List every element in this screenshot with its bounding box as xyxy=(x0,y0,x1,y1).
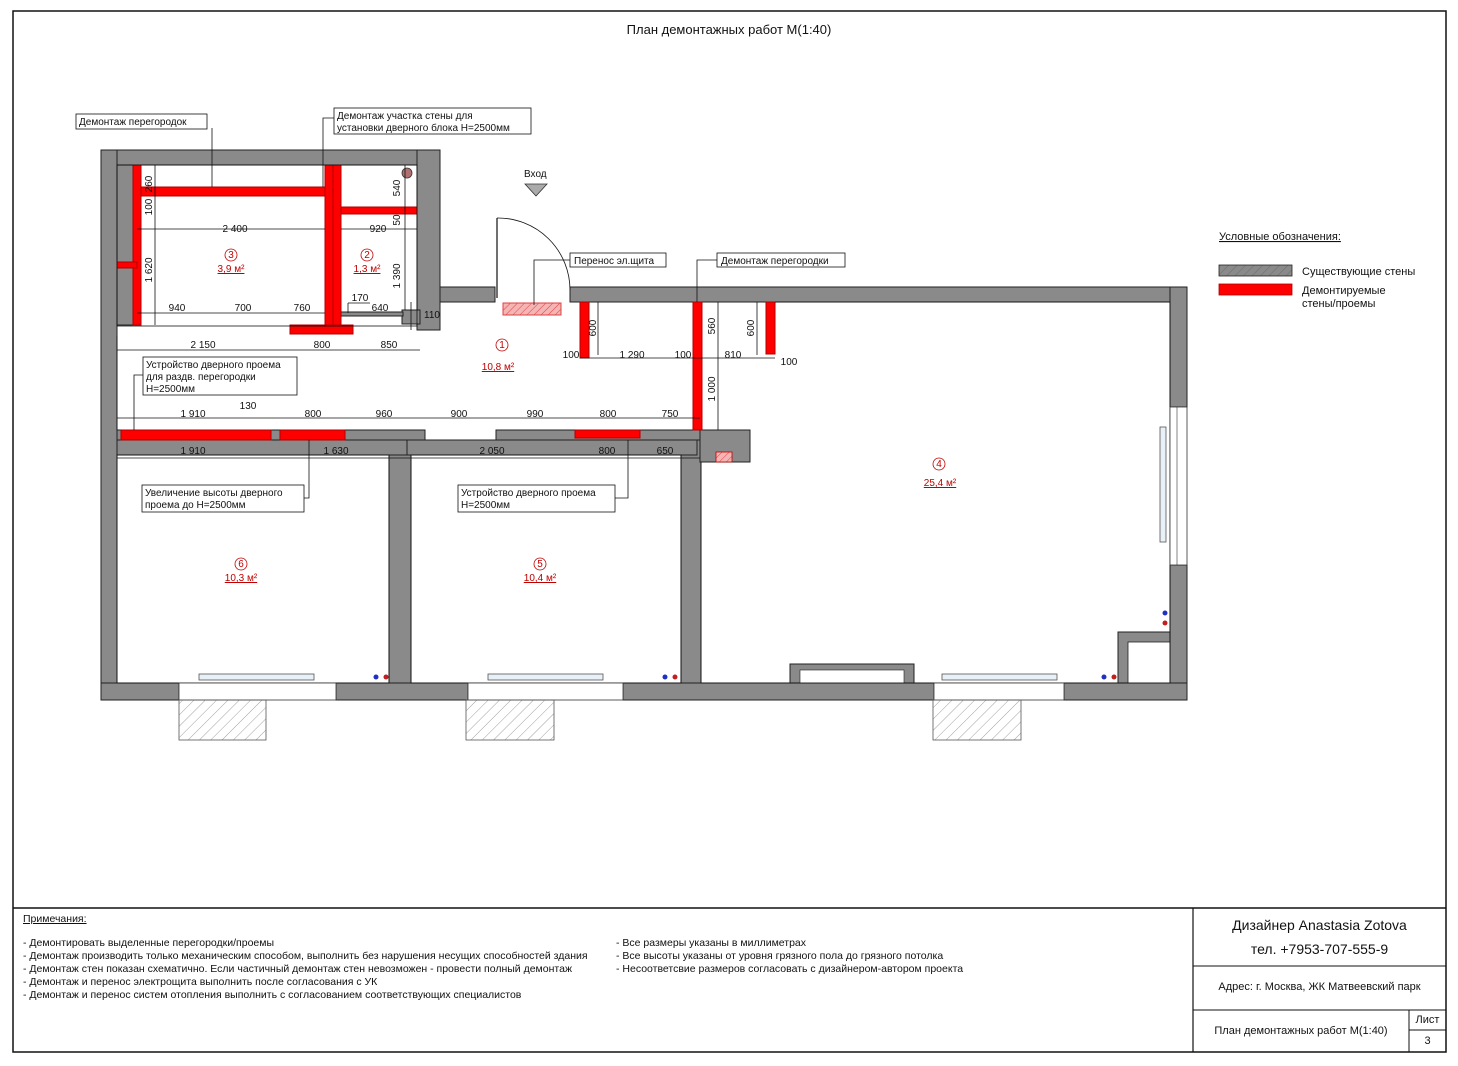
svg-text:5: 5 xyxy=(537,559,543,570)
svg-text:1: 1 xyxy=(499,340,505,351)
callout-door-opening-5-line1: Устройство дверного проема xyxy=(461,488,596,499)
room-tag-2 xyxy=(354,249,382,275)
entrance-label: Вход xyxy=(524,169,547,180)
dim-810: 810 xyxy=(724,350,742,361)
dim-100-c: 100 xyxy=(674,350,692,361)
dim-760: 760 xyxy=(293,303,311,314)
note-item: - Демонтаж и перенос электрощита выполнить после согласования с УК xyxy=(23,976,378,988)
dim-260: 260 xyxy=(144,175,155,193)
dim-650: 650 xyxy=(656,446,674,457)
dim-800-b: 800 xyxy=(304,409,322,420)
entrance-arrow-icon xyxy=(525,184,547,196)
dim-640: 640 xyxy=(371,303,389,314)
dim-130: 130 xyxy=(239,401,257,412)
callout-door-opening-bath-line3: Н=2500мм xyxy=(146,384,196,395)
room-tag-4 xyxy=(924,458,957,489)
note-item: - Демонтаж стен показан схематично. Если частичный демонтаж стен невозможен - провести полный демонтаж xyxy=(23,963,572,975)
callout-door-height-line1: Увеличение высоты дверного xyxy=(145,488,283,499)
dim-1620: 1 620 xyxy=(144,257,155,283)
svg-text:4: 4 xyxy=(936,459,942,470)
legend-demolished-line1: Демонтируемые xyxy=(1302,285,1386,297)
room-area-5: 10,4 м² xyxy=(523,573,557,584)
callout-door-opening-bath-line2: для раздв. перегородки xyxy=(146,372,256,383)
note-item: - Демонтировать выделенные перегородки/проемы xyxy=(23,937,275,949)
heating-valves xyxy=(374,611,1168,680)
room-tag-1 xyxy=(482,339,515,373)
dim-600-b: 600 xyxy=(746,319,757,337)
dim-1910-b: 1 910 xyxy=(180,446,206,457)
dim-990: 990 xyxy=(526,409,544,420)
room-area-2: 1,3 м² xyxy=(353,264,381,275)
notes-block xyxy=(23,913,1183,1053)
stamp-sheet-number: 3 xyxy=(1424,1035,1431,1047)
room-tag-3 xyxy=(218,249,246,275)
callout-door-height-line2: проема до Н=2500мм xyxy=(145,500,246,511)
callout-wall-section-line2: установки дверного блока Н=2500мм xyxy=(337,123,510,134)
room-area-1: 10,8 м² xyxy=(481,362,515,373)
callout-partitions-demo: Демонтаж перегородок xyxy=(79,117,187,128)
stamp-designer: Дизайнер Anastasia Zotova xyxy=(1232,917,1407,933)
dim-540: 540 xyxy=(392,179,403,197)
svg-text:3: 3 xyxy=(228,250,234,261)
note-item: - Все размеры указаны в миллиметрах xyxy=(616,937,807,949)
stamp-sheet-label: Лист xyxy=(1415,1014,1440,1026)
stamp-sheet-title: План демонтажных работ М(1:40) xyxy=(1214,1025,1388,1037)
dim-920: 920 xyxy=(369,224,387,235)
stamp-address: Адрес: г. Москва, ЖК Матвеевский парк xyxy=(1218,981,1421,993)
sheet-frame xyxy=(13,11,1446,1052)
dim-1290: 1 290 xyxy=(619,350,645,361)
dim-850: 850 xyxy=(380,340,398,351)
dim-600-a: 600 xyxy=(588,319,599,337)
dim-940: 940 xyxy=(168,303,186,314)
notes-heading: Примечания: xyxy=(23,913,87,925)
dim-800-a: 800 xyxy=(313,340,331,351)
notes-right-column xyxy=(616,937,963,976)
room-area-6: 10,3 м² xyxy=(224,573,258,584)
drawing-title: План демонтажных работ М(1:40) xyxy=(626,22,832,37)
dim-1390: 1 390 xyxy=(392,263,403,289)
stamp-phone: тел. +7953-707-555-9 xyxy=(1250,941,1389,957)
dim-2400: 2 400 xyxy=(222,224,248,235)
note-item: - Демонтаж производить только механическим способом, выполнить без нарушения несущих способностей здания xyxy=(23,950,588,962)
dim-110: 110 xyxy=(424,310,440,321)
dim-170: 170 xyxy=(351,293,369,304)
svg-text:2: 2 xyxy=(364,250,370,261)
note-item: - Несоответсвие размеров согласовать с дизайнером-автором проекта xyxy=(616,963,964,975)
dim-800-c: 800 xyxy=(599,409,617,420)
riser-pipe xyxy=(402,168,412,178)
legend-heading: Условные обозначения: xyxy=(1219,231,1341,243)
note-item: - Все высоты указаны от уровня грязного пола до грязного потолка xyxy=(616,950,944,962)
callout-door-opening-5-line2: Н=2500мм xyxy=(461,500,511,511)
room-tag-6 xyxy=(225,558,258,584)
room-area-3: 3,9 м² xyxy=(217,264,245,275)
room-area-4: 25,4 м² xyxy=(923,478,957,489)
dim-1000: 1 000 xyxy=(707,376,718,402)
notes-left-column xyxy=(23,937,588,1002)
svg-text:6: 6 xyxy=(238,559,244,570)
dim-100-a: 100 xyxy=(144,198,155,216)
legend xyxy=(1219,231,1415,310)
dim-1910-a: 1 910 xyxy=(180,409,206,420)
dim-50: 50 xyxy=(392,214,403,226)
dim-2050: 2 050 xyxy=(479,446,505,457)
note-item: - Демонтаж и перенос систем отопления выполнить с согласованием соответствующих специалистов xyxy=(23,989,522,1001)
callout-partition-demo-2: Демонтаж перегородки xyxy=(721,256,829,267)
entrance-door xyxy=(497,169,570,298)
dim-100-b: 100 xyxy=(562,350,580,361)
callout-panel-move: Перенос эл.щита xyxy=(574,256,655,267)
legend-existing-swatch xyxy=(1219,265,1292,276)
dim-900: 900 xyxy=(450,409,468,420)
dim-560: 560 xyxy=(707,317,718,335)
dim-700: 700 xyxy=(234,303,252,314)
callout-wall-section-line1: Демонтаж участка стены для xyxy=(337,111,473,122)
dim-750: 750 xyxy=(661,409,679,420)
dim-1630: 1 630 xyxy=(323,446,349,457)
legend-demolished-swatch xyxy=(1219,284,1292,295)
callout-door-opening-bath-line1: Устройство дверного проема xyxy=(146,360,281,371)
existing-walls xyxy=(101,150,1187,700)
dim-2150: 2 150 xyxy=(190,340,216,351)
dim-100-d: 100 xyxy=(780,357,798,368)
room-outlines xyxy=(117,165,1170,683)
legend-existing-label: Существующие стены xyxy=(1302,266,1416,278)
room-tag-5 xyxy=(524,558,557,584)
electrical-panel xyxy=(503,303,561,315)
dim-960: 960 xyxy=(375,409,393,420)
dim-800-d: 800 xyxy=(598,446,616,457)
legend-demolished-line2: стены/проемы xyxy=(1302,298,1376,310)
